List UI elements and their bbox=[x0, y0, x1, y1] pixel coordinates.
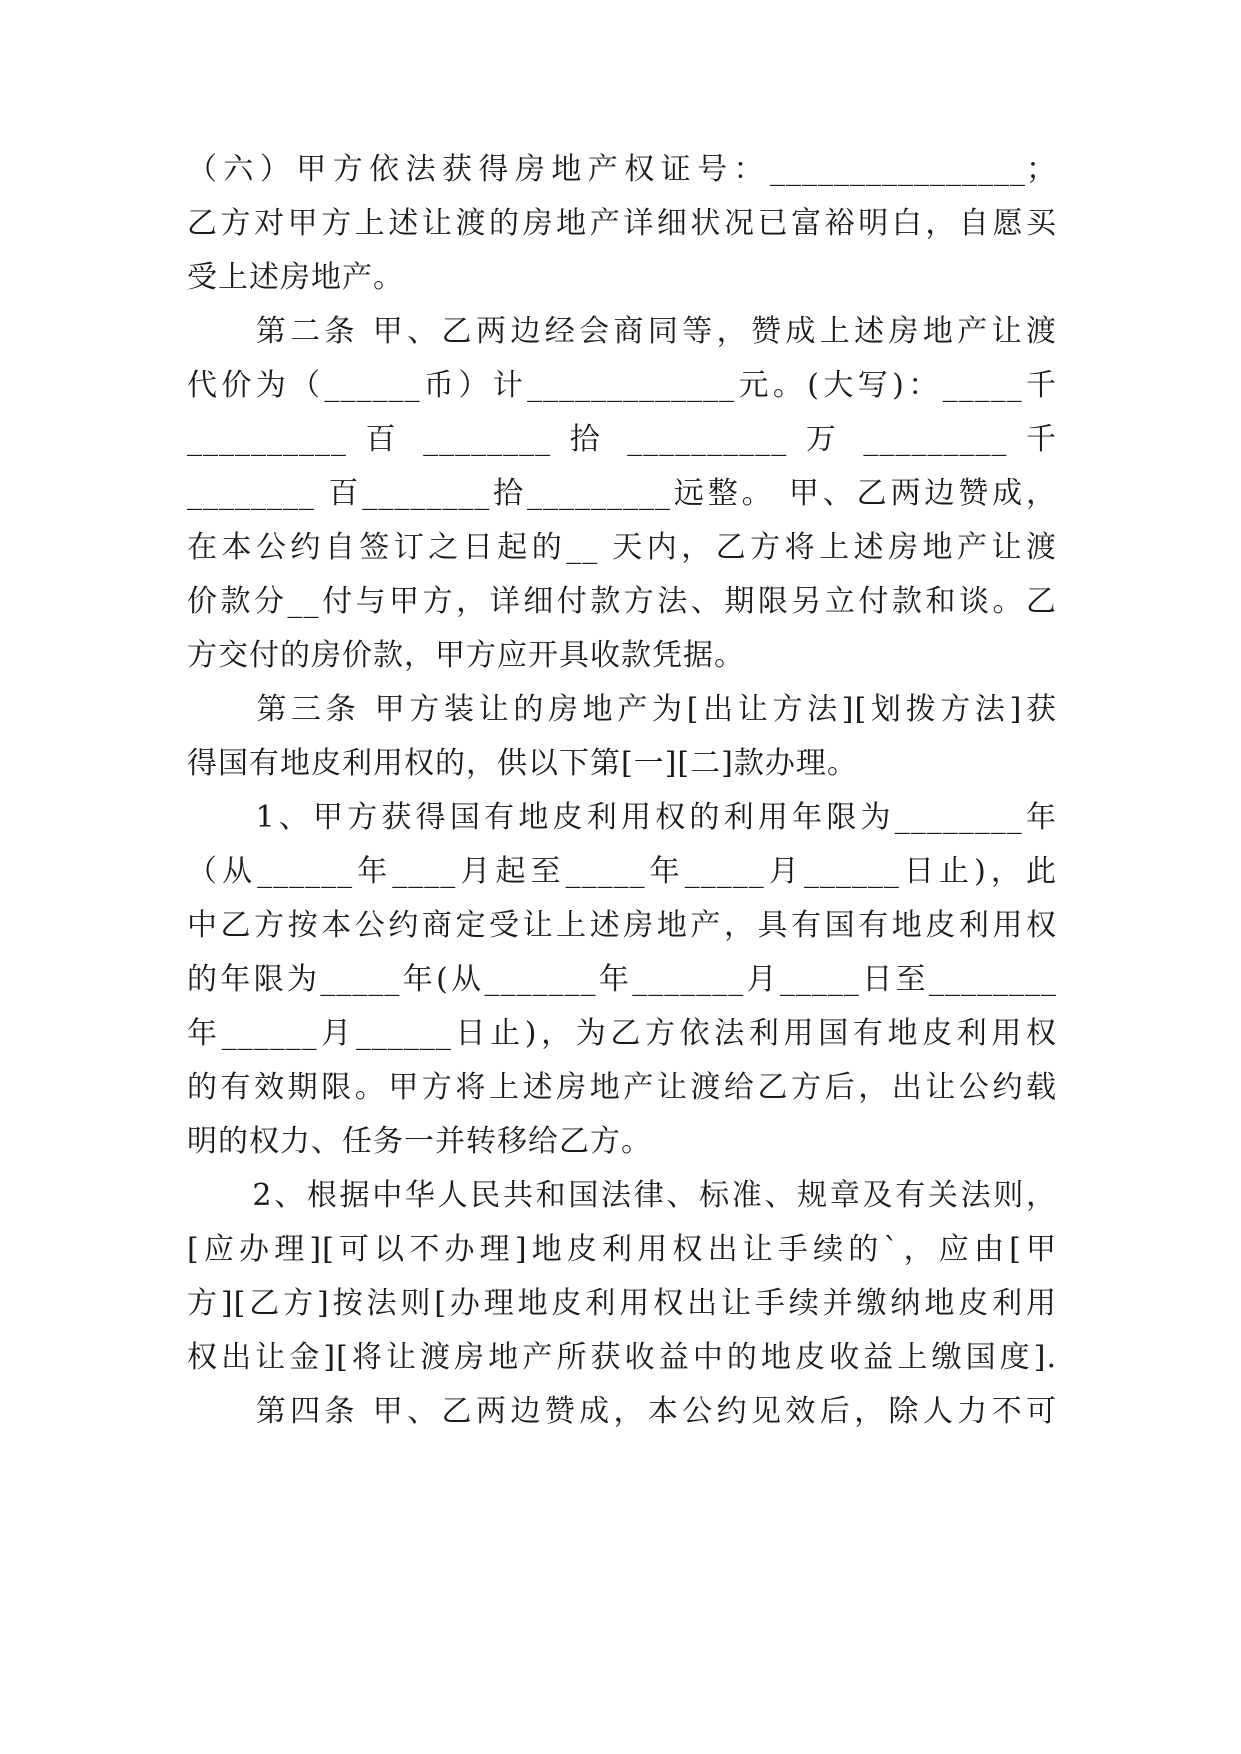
text-line: 中乙方按本公约商定受让上述房地产，具有国有地皮利用权 bbox=[187, 908, 1057, 943]
text-line: __________ 百 ________ 拾 __________ 万 _________ 千 bbox=[187, 422, 1057, 457]
text-line: 第四条 甲、乙两边赞成，本公约见效后，除人力不可 bbox=[187, 1394, 1057, 1429]
text-line: 受上述房地产。 bbox=[187, 260, 404, 295]
text-line: 权出让金][将让渡房地产所获收益中的地皮收益上缴国度]. bbox=[187, 1340, 1057, 1375]
text-line: 在本公约自签订之日起的__ 天内，乙方将上述房地产让渡 bbox=[187, 530, 1057, 565]
text-line: 的年限为_____年(从_______年_______月_____日至________ bbox=[187, 962, 1057, 997]
text-line: （从______年____月起至_____年_____月______日止)，此 bbox=[187, 854, 1057, 889]
text-line: 价款分__付与甲方，详细付款方法、期限另立付款和谈。乙 bbox=[187, 584, 1057, 619]
text-line: 第三条 甲方装让的房地产为[出让方法][划拨方法]获 bbox=[187, 692, 1057, 727]
text-line: 年______月______日止)，为乙方依法利用国有地皮利用权 bbox=[187, 1016, 1057, 1051]
text-line: 的有效期限。甲方将上述房地产让渡给乙方后，出让公约载 bbox=[187, 1070, 1057, 1105]
text-line: 得国有地皮利用权的，供以下第[一][二]款办理。 bbox=[187, 746, 858, 781]
text-line: 2、根据中华人民共和国法律、标准、规章及有关法则， bbox=[187, 1178, 1057, 1213]
text-line: 方交付的房价款，甲方应开具收款凭据。 bbox=[187, 638, 745, 673]
text-line: 代价为（______币）计_____________元。(大写)：_____千 bbox=[187, 368, 1057, 403]
text-line: 乙方对甲方上述让渡的房地产详细状况已富裕明白，自愿买 bbox=[187, 206, 1057, 241]
text-line: ________ 百________拾_________远整。 甲、乙两边赞成， bbox=[187, 476, 1057, 511]
text-line: 1、甲方获得国有地皮利用权的利用年限为________年 bbox=[187, 800, 1057, 835]
text-line: [应办理][可以不办理]地皮利用权出让手续的`，应由[甲 bbox=[187, 1232, 1057, 1267]
text-line: 明的权力、任务一并转移给乙方。 bbox=[187, 1124, 652, 1159]
text-line: （六）甲方依法获得房地产权证号：________________； bbox=[187, 152, 1057, 187]
text-line: 第二条 甲、乙两边经会商同等，赞成上述房地产让渡 bbox=[187, 314, 1057, 349]
text-line: 方][乙方]按法则[办理地皮利用权出让手续并缴纳地皮利用 bbox=[187, 1286, 1057, 1321]
